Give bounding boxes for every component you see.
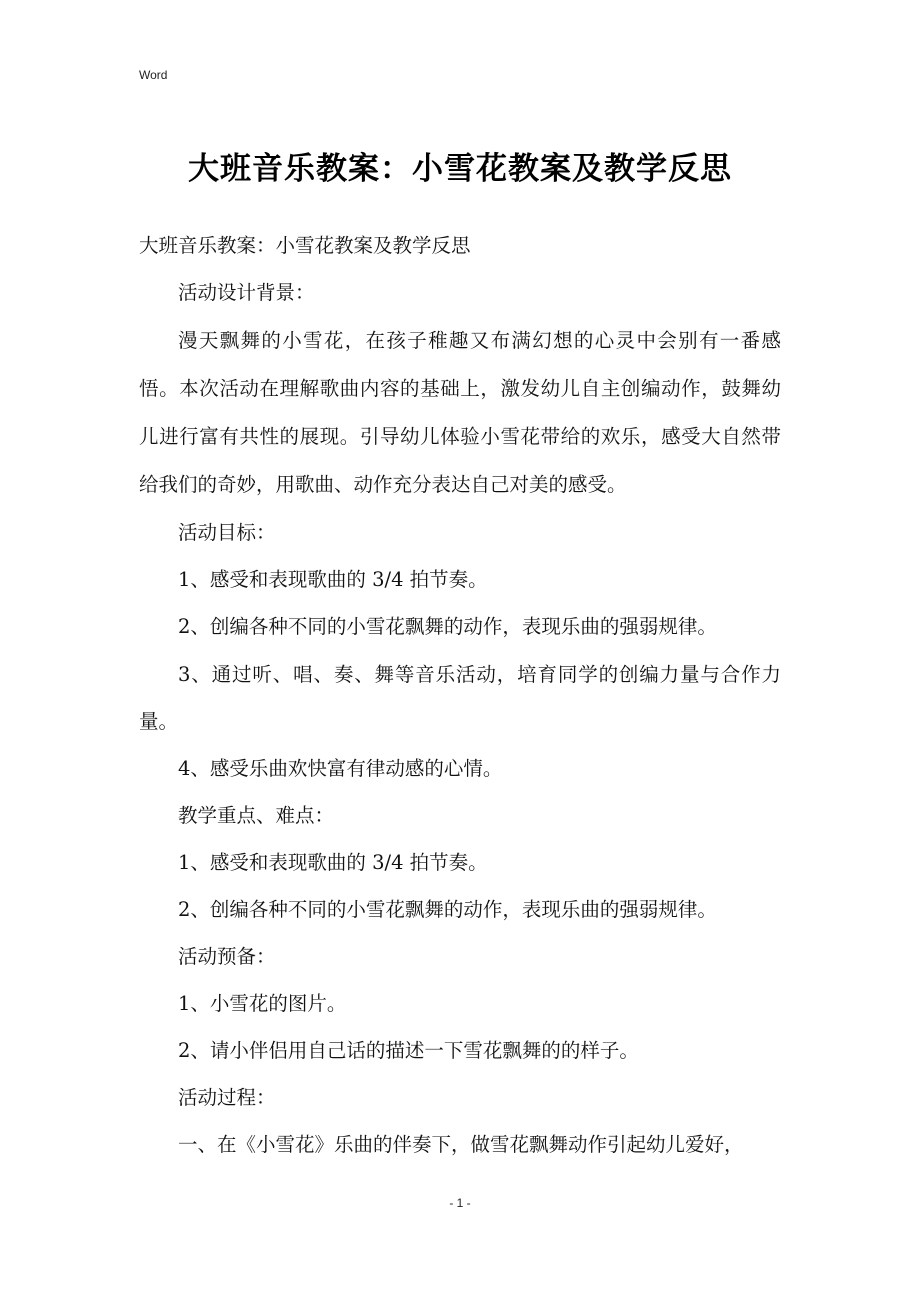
paragraph-heading-goals: 活动目标： xyxy=(178,521,276,544)
paragraph-preparation-1: 1、小雪花的图片。 xyxy=(178,992,347,1015)
paragraph-goal-1: 1、感受和表现歌曲的 3/4 拍节奏。 xyxy=(178,568,488,591)
document-body xyxy=(139,231,781,1177)
paragraph-key-point-1: 1、感受和表现歌曲的 3/4 拍节奏。 xyxy=(178,851,488,874)
paragraph-process-1: 一、在《小雪花》乐曲的伴奏下，做雪花飘舞动作引起幼儿爱好， xyxy=(178,1133,744,1156)
page-number: - 1 - xyxy=(449,1196,471,1210)
paragraph-subtitle: 大班音乐教案：小雪花教案及教学反思 xyxy=(139,234,471,257)
paragraph-key-point-2: 2、创编各种不同的小雪花飘舞的动作，表现乐曲的强弱规律。 xyxy=(178,898,717,921)
paragraph-goal-3: 3、通过听、唱、奏、舞等音乐活动，培育同学的创编力量与合作力量。 xyxy=(139,663,781,733)
paragraph-goal-2: 2、创编各种不同的小雪花飘舞的动作，表现乐曲的强弱规律。 xyxy=(178,615,717,638)
paragraph-heading-process: 活动过程： xyxy=(178,1086,276,1109)
paragraph-heading-preparation: 活动预备： xyxy=(178,945,276,968)
paragraph-preparation-2: 2、请小伴侣用自己话的描述一下雪花飘舞的的样子。 xyxy=(178,1039,639,1062)
paragraph-heading-key-points: 教学重点、难点： xyxy=(178,804,335,827)
header-label: Word xyxy=(139,68,168,82)
paragraph-background-text: 漫天飘舞的小雪花，在孩子稚趣又布满幻想的心灵中会别有一番感悟。本次活动在理解歌曲内容的基础上，激发幼儿自主创编动作，鼓舞幼儿进行富有共性的展现。引导幼儿体验小雪花带给的欢乐，感受大自然带给我们的奇妙，用歌曲、动作充分表达自己对美的感受。 xyxy=(139,329,781,496)
paragraph-heading-background: 活动设计背景： xyxy=(178,281,315,304)
document-title: 大班音乐教案：小雪花教案及教学反思 xyxy=(188,151,732,187)
paragraph-goal-4: 4、感受乐曲欢快富有律动感的心情。 xyxy=(178,757,503,780)
